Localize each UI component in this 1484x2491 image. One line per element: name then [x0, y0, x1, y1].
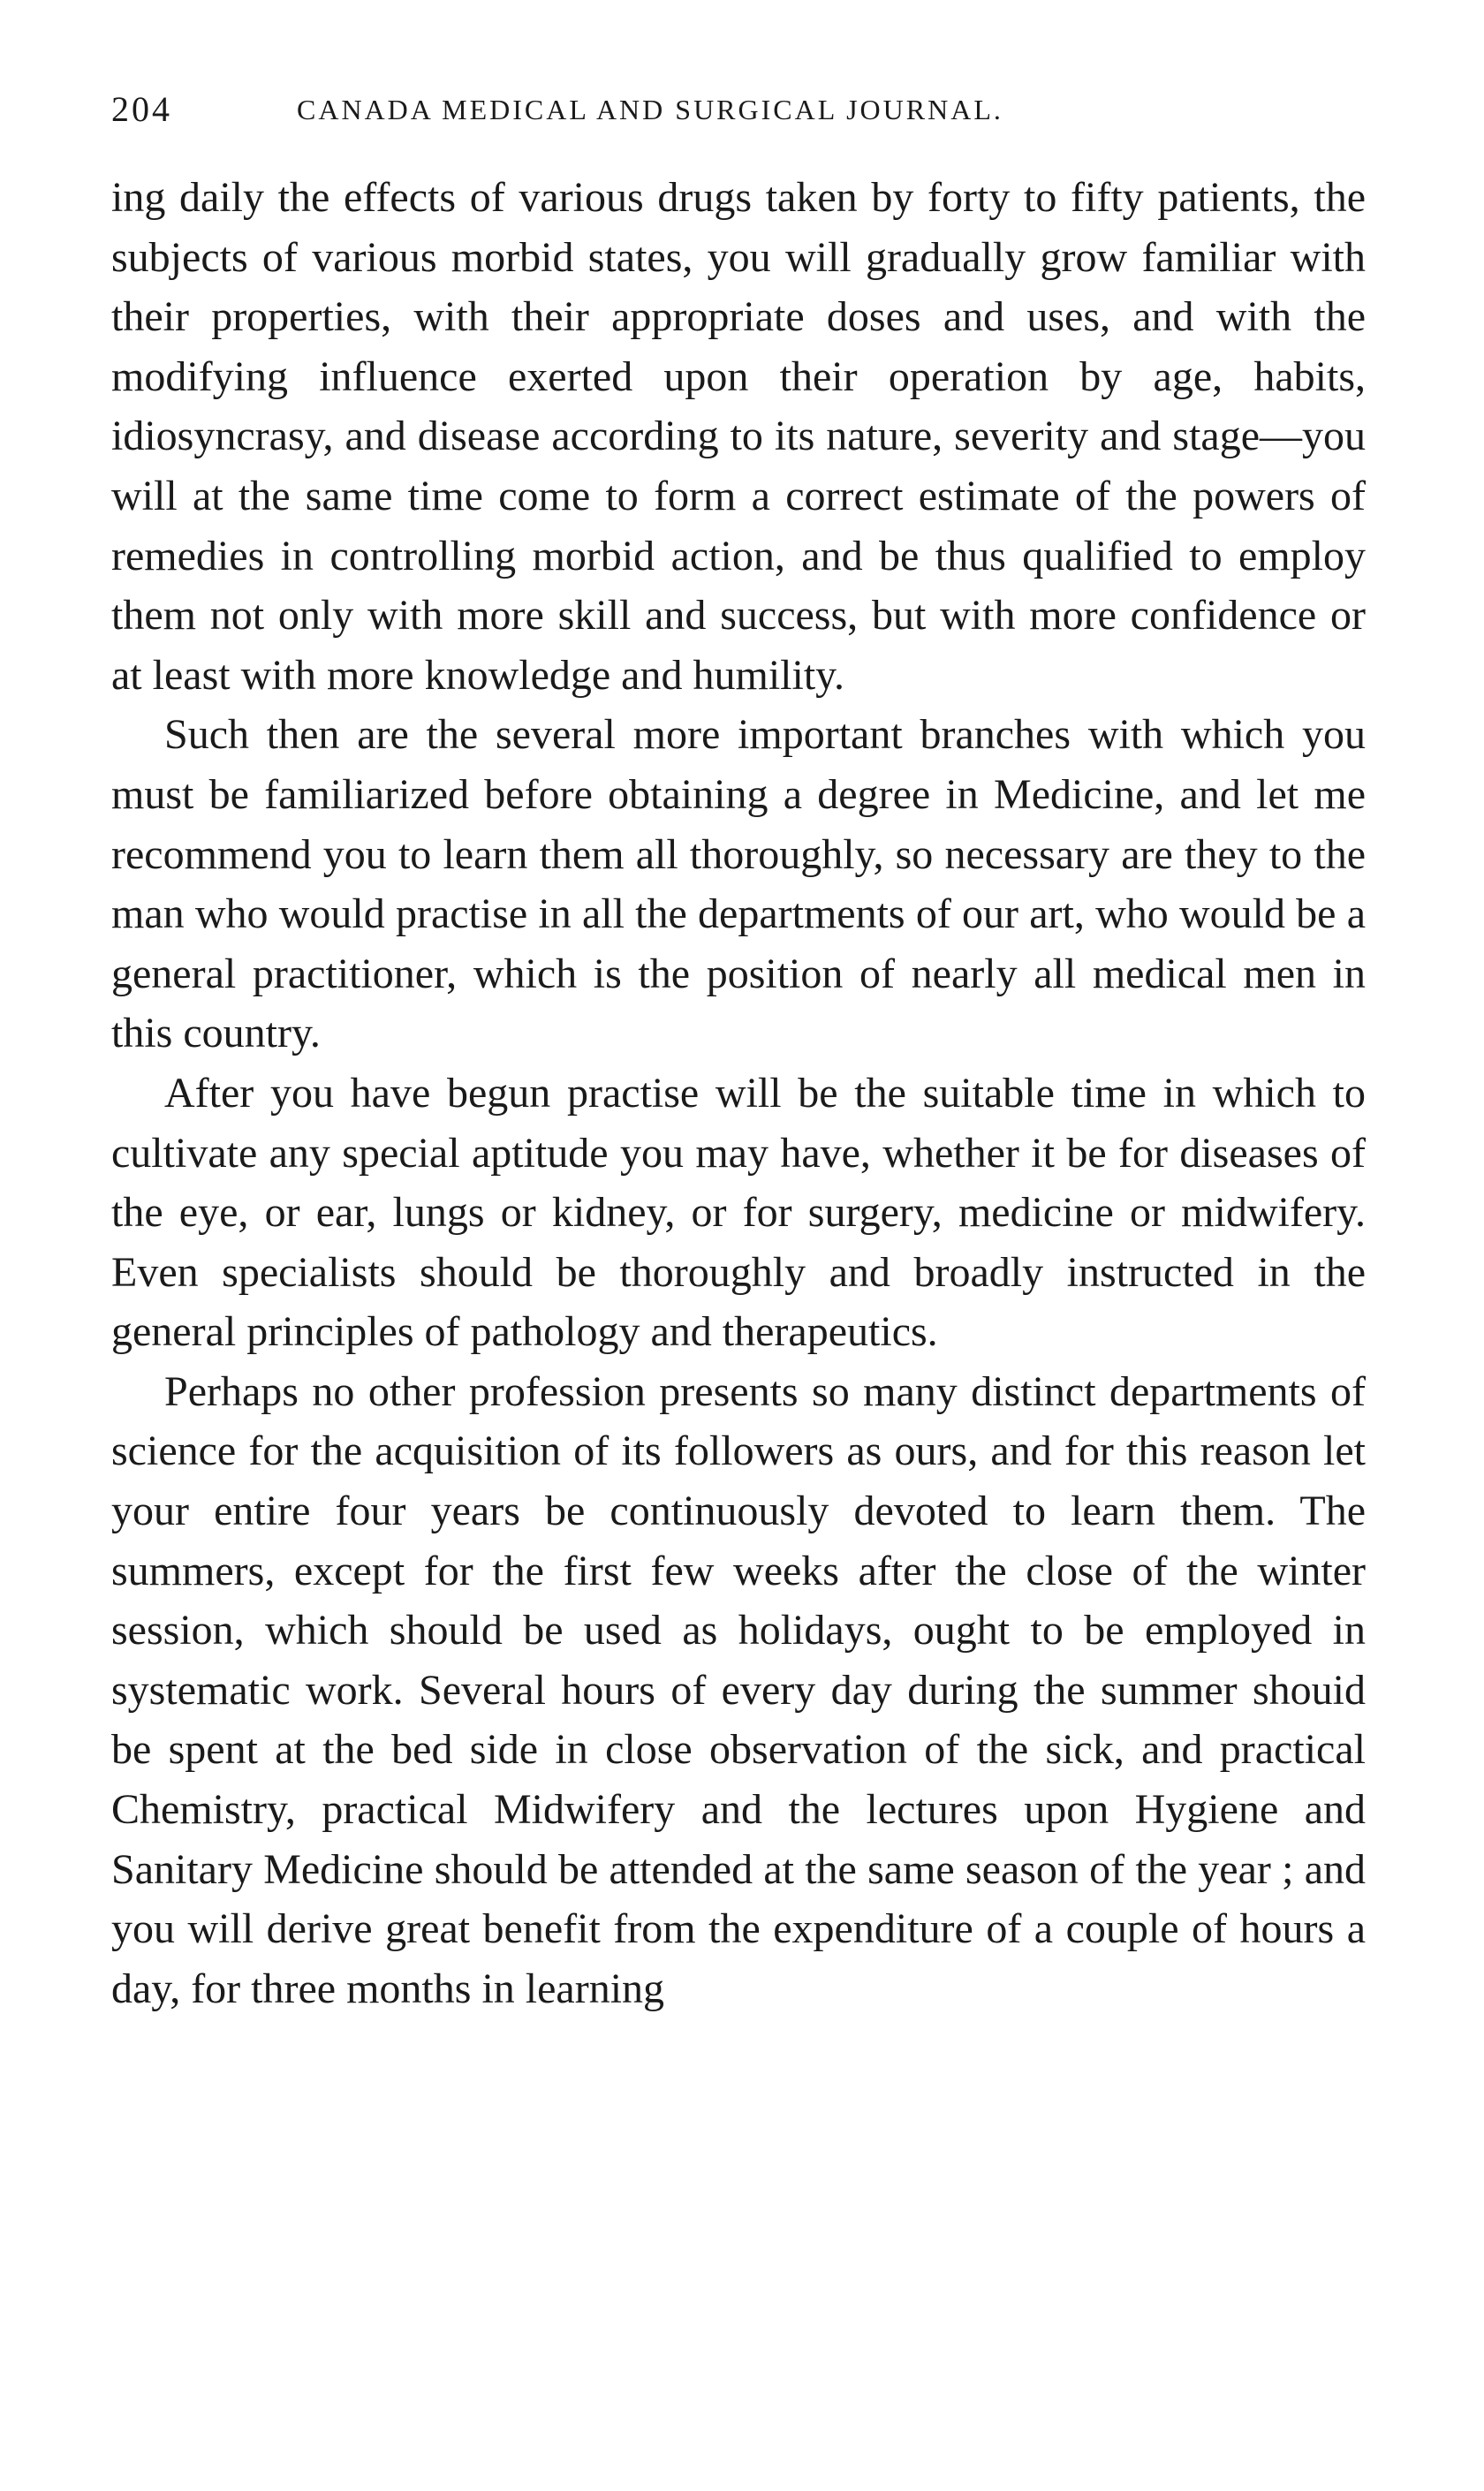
paragraph-specialties: After you have begun practise will be the suitable time in which to cultivate any special aptitude you may have, whether it be for diseases of the eye, or ear, lungs or kidney, or for surgery, medicine or midwifery. Even specialists should be thoroughly and broadly instructed in the general principles of pathology and therapeutics. — [111, 1069, 1366, 1356]
running-head — [111, 83, 1392, 136]
journal-title: CANADA MEDICAL AND SURGICAL JOURNAL. — [297, 94, 1003, 125]
page-number: 204 — [111, 89, 172, 129]
paragraph-study-plan: Perhaps no other profession presents so many distinct departments of science for the acquisition of its followers as ours, and for this reason let your entire four years be continuously devoted to learn them. The summers, except for the first few weeks after the close of the winter session, which should be used as holidays, ought to be employed in systematic work. Several hours of every day during the summer shouid be spent at the bed side in close observation of the sick, and practical Chemistry, practical Midwifery and the lectures upon Hygiene and Sanitary Medicine should be attended at the same season of the year ; and you will derive great benefit from the expenditure of a couple of hours a day, for three months in learning — [111, 1367, 1366, 2012]
paragraph-continued: ing daily the effects of various drugs taken by forty to fifty patients, the subjects of various morbid states, you will gradually grow familiar with their properties, with their appropriate doses and uses, and with the modifying influence exerted upon their operation by age, habits, idiosyncrasy, and disease according to its nature, severity and stage—you will at the same time come to form a correct estimate of the powers of remedies in controlling morbid action, and be thus qualified to employ them not only with more skill and success, but with more confidence or at least with more knowledge and humility. — [111, 174, 1366, 699]
paragraph-branches: Such then are the several more important branches with which you must be familiarized before obtaining a degree in Medicine, and let me recommend you to learn them all thoroughly, so necessary are they to the man who would practise in all the departments of our art, who would be a general practitioner, which is the position of nearly all medical men in this country. — [111, 711, 1366, 1057]
body-text — [111, 168, 1366, 2018]
